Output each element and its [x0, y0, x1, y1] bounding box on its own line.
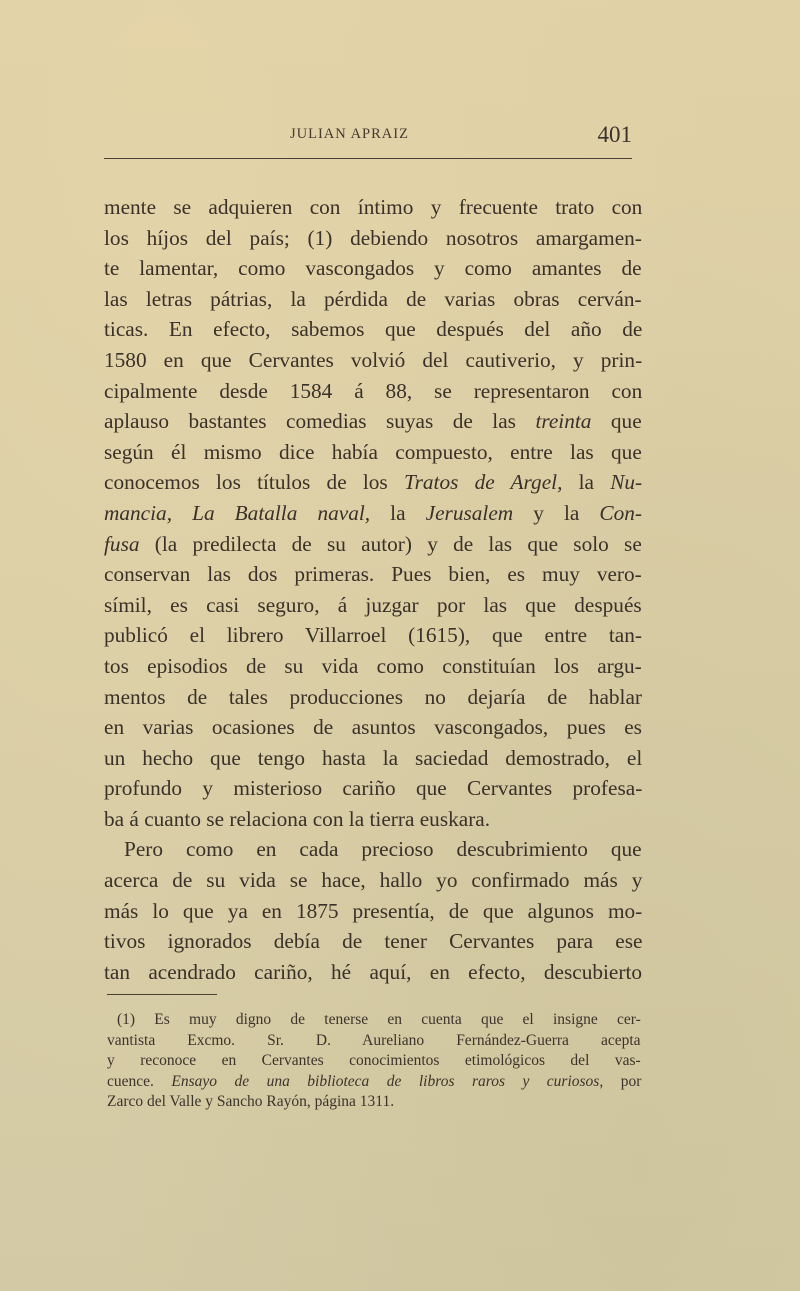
- text-line: un hecho que tengo hasta la saciedad demostrado, el: [104, 745, 643, 770]
- body-text: [104, 192, 642, 987]
- text-line: conservan las dos primeras. Pues bien, es muy vero-: [104, 562, 642, 587]
- text-line: [104, 529, 642, 560]
- text-line: [104, 498, 642, 529]
- running-head: [104, 122, 632, 152]
- text-line: cipalmente desde 1584 á 88, se representaron con: [104, 378, 643, 403]
- page-number: 401: [597, 122, 632, 147]
- text-line: mentos de tales producciones no dejaría de hablar: [104, 684, 643, 709]
- footnote-line: y reconoce en Cervantes conocimientos etimológicos del vas-: [107, 1052, 641, 1069]
- text-run: que: [591, 409, 642, 434]
- italic-title: Jerusalem: [425, 500, 514, 525]
- text-run: por: [603, 1072, 642, 1090]
- text-line: 1580 en que Cervantes volvió del cautiverio, y prin-: [104, 347, 643, 372]
- text-run: la: [562, 470, 611, 495]
- text-run: (la predilecta de su autor) y de las que solo se: [139, 531, 642, 556]
- italic-title: fusa: [104, 531, 140, 556]
- header-rule: [104, 158, 632, 159]
- text-run: cuence.: [107, 1072, 172, 1090]
- text-line: en varias ocasiones de asuntos vascongados, pues es: [104, 715, 642, 740]
- footnote-line: Zarco del Valle y Sancho Rayón, página 1311.: [107, 1093, 395, 1110]
- italic-title: Tratos de Argel,: [403, 470, 563, 495]
- text-run: y la: [513, 500, 600, 525]
- italic-title: Con-: [599, 500, 642, 525]
- footnote-line: (1) Es muy digno de tenerse en cuenta que el insigne cer-: [117, 1011, 641, 1028]
- text-line: publicó el librero Villarroel (1615), que entre tan-: [104, 623, 642, 648]
- text-line: mente se adquieren con íntimo y frecuente trato con: [104, 195, 643, 219]
- text-line: [104, 406, 642, 437]
- text-line: ticas. En efecto, sabemos que después del año de: [104, 317, 643, 342]
- footnote-line: [107, 1072, 641, 1093]
- italic-title: Ensayo de una biblioteca de libros raros y curiosos,: [171, 1072, 604, 1090]
- italic-title: Nu-: [610, 470, 643, 495]
- text-line: tos episodios de su vida como constituían los argu-: [104, 653, 642, 678]
- footnote: [107, 1010, 641, 1113]
- text-line: acerca de su vida se hace, hallo yo confirmado más y: [104, 868, 643, 893]
- text-line: ba á cuanto se relaciona con la tierra euskara.: [104, 806, 491, 831]
- text-line: Pero como en cada precioso descubrimiento que: [124, 837, 642, 862]
- running-title: JULIAN APRAIZ: [290, 126, 409, 142]
- text-line: las letras pátrias, la pérdida de varias obras cerván-: [104, 286, 642, 311]
- text-line: símil, es casi seguro, á juzgar por las que después: [104, 592, 642, 617]
- text-line: según él mismo dice había compuesto, entre las que: [104, 439, 642, 464]
- text-line: [104, 467, 642, 498]
- text-run: la: [370, 500, 426, 525]
- text-line: tivos ignorados debía de tener Cervantes para ese: [104, 929, 643, 954]
- text-run: conocemos los títulos de los: [104, 470, 404, 495]
- text-line: los híjos del país; (1) debiendo nosotros amargamen-: [104, 225, 642, 250]
- italic-title: mancia, La Batalla naval,: [104, 500, 371, 525]
- text-line: te lamentar, como vascongados y como amantes de: [104, 256, 642, 281]
- footnote-rule: [107, 994, 217, 995]
- text-run: aplauso bastantes comedias suyas de las: [104, 409, 536, 434]
- text-line: profundo y misterioso cariño que Cervantes profesa-: [104, 776, 643, 801]
- text-line: más lo que ya en 1875 presentía, de que algunos mo-: [104, 898, 643, 923]
- footnote-line: vantista Excmo. Sr. D. Aureliano Fernández-Guerra acepta: [107, 1031, 641, 1049]
- italic-title: treinta: [535, 409, 592, 434]
- text-line: tan acendrado cariño, hé aquí, en efecto, descubierto: [104, 959, 643, 984]
